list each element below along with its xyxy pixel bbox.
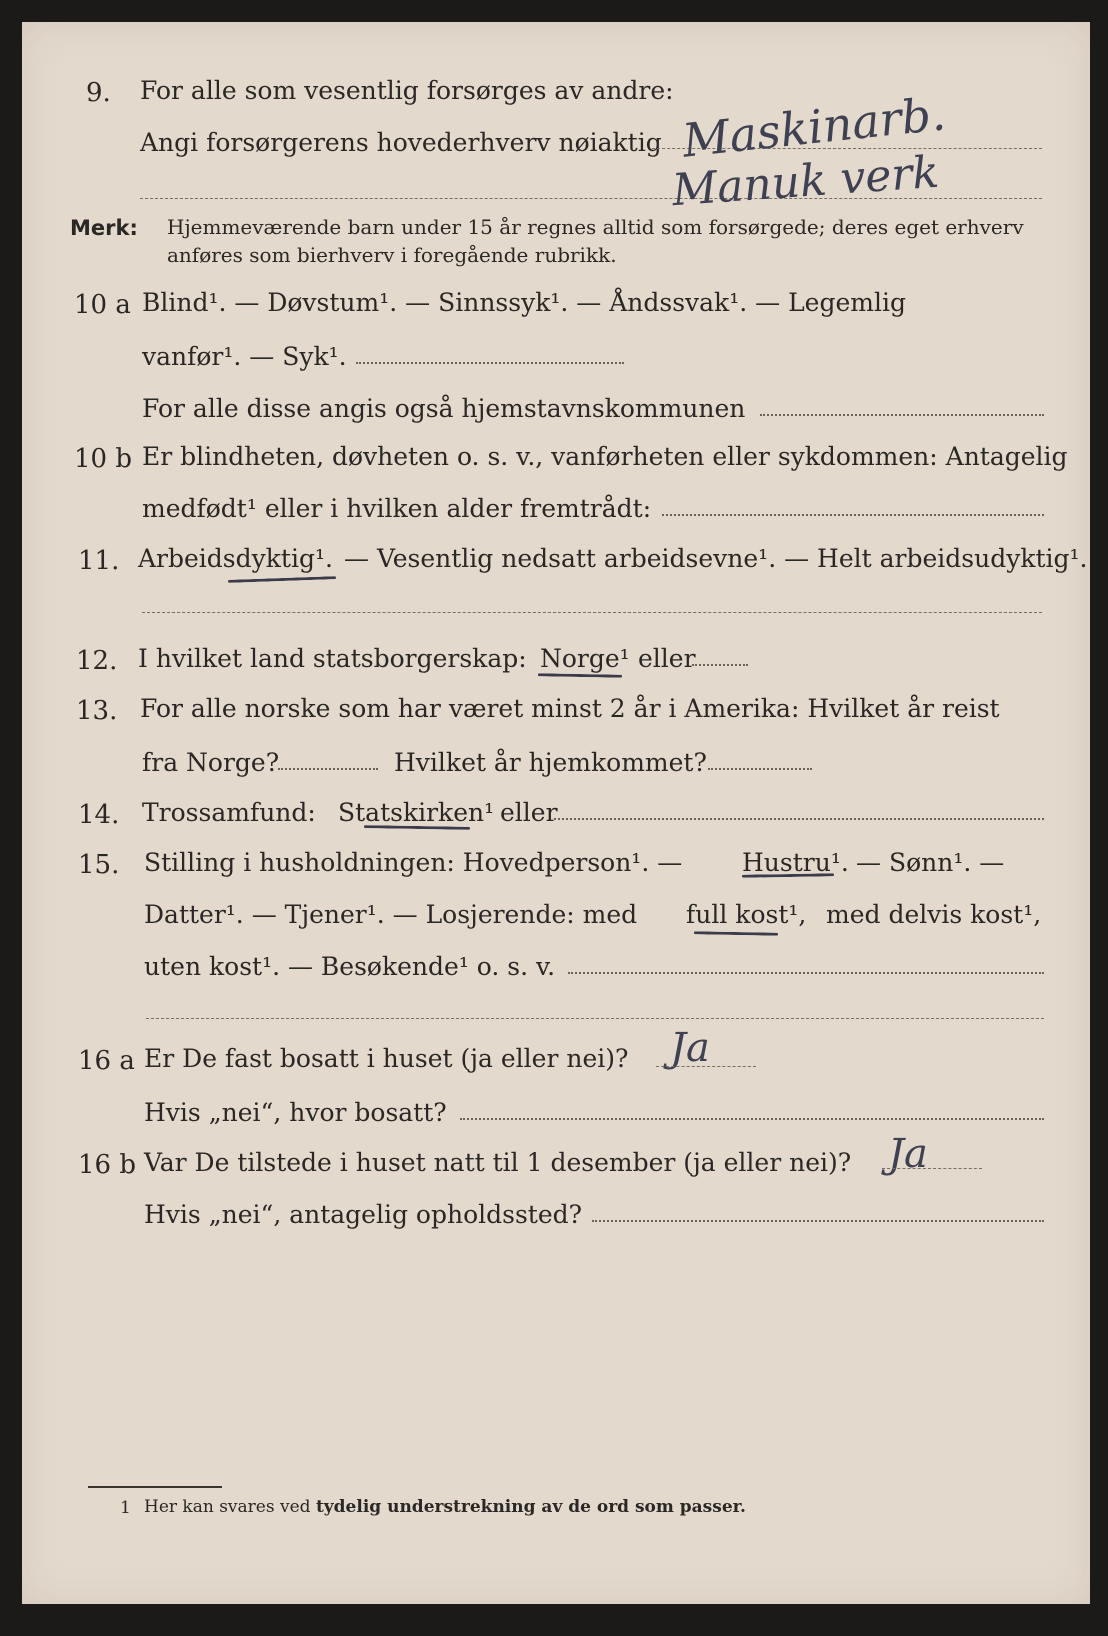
answer-line-10a-1	[356, 362, 624, 364]
answer-line-10a-2	[760, 414, 1044, 416]
question-9-line1: For alle som vesentlig forsørges av andre:	[140, 76, 674, 105]
footnote-text-plain: Her kan svares ved	[144, 1497, 311, 1517]
answer-line-16a-1	[656, 1066, 756, 1067]
question-15-line3: uten kost¹. — Besøkende¹ o. s. v.	[144, 952, 556, 981]
question-14-number: 14.	[78, 800, 120, 830]
question-15-option-hustru: Hustru¹.	[742, 848, 849, 877]
question-15-number: 15.	[78, 850, 120, 880]
question-16a-line1: Er De fast bosatt i huset (ja eller nei)?	[144, 1044, 629, 1073]
question-10a-number: 10 a	[74, 290, 131, 320]
question-12-option-norge: Norge¹	[540, 644, 630, 673]
answer-line-11	[142, 612, 1042, 613]
handwritten-underline-hustru	[742, 873, 834, 878]
answer-line-12	[692, 664, 748, 666]
question-16b-number: 16 b	[78, 1150, 136, 1180]
answer-line-13a	[278, 768, 378, 770]
question-11-number: 11.	[78, 546, 120, 576]
question-15-line1c: — Sønn¹. —	[856, 848, 1005, 877]
question-10b-number: 10 b	[74, 444, 132, 474]
question-9-line2: Angi forsørgerens hovederhverv nøiaktig	[140, 128, 662, 157]
question-16b-line1: Var De tilstede i huset natt til 1 desember (ja eller nei)?	[144, 1148, 852, 1177]
question-10a-line2: vanfør¹. — Syk¹.	[142, 342, 347, 371]
handwritten-answer-16b: Ja	[888, 1131, 928, 1177]
question-12-number: 12.	[76, 646, 118, 676]
question-12-tail: eller	[638, 644, 696, 673]
question-11-option-arbeidsdyktig: Arbeidsdyktig¹.	[138, 544, 333, 573]
answer-line-16a-2	[460, 1118, 1044, 1120]
question-13-line2b: Hvilket år hjemkommet?	[394, 748, 707, 777]
handwritten-underline-full-kost	[694, 931, 778, 935]
footnote-marker: 1	[120, 1498, 131, 1518]
question-14-option-statskirken: Statskirken¹	[338, 798, 495, 827]
question-15-line1a: Stilling i husholdningen: Hovedperson¹. —	[144, 848, 683, 877]
question-15-line2a: Datter¹. — Tjener¹. — Losjerende: med	[144, 900, 638, 929]
handwritten-underline-statskirken	[364, 825, 470, 830]
question-10a-line1: Blind¹. — Døvstum¹. — Sinnssyk¹. — Åndssvak¹. — Legemlig	[142, 288, 906, 317]
merk-label: Merk:	[70, 216, 138, 240]
question-14-text: Trossamfund:	[142, 798, 316, 827]
answer-line-15a	[568, 972, 1044, 974]
question-10b-line2: medfødt¹ eller i hvilken alder fremtrådt:	[142, 494, 652, 523]
answer-line-15b	[146, 1018, 1044, 1019]
question-16a-number: 16 a	[78, 1046, 135, 1076]
question-16a-line2: Hvis „nei“, hvor bosatt?	[144, 1098, 447, 1127]
question-10b-line1: Er blindheten, døvheten o. s. v., vanførheten eller sykdommen: Antagelig	[142, 442, 1068, 471]
question-13-line1: For alle norske som har været minst 2 år i Amerika: Hvilket år reist	[140, 694, 1000, 723]
answer-line-13b	[708, 768, 812, 770]
handwritten-answer-16a: Ja	[670, 1025, 710, 1071]
question-11-rest: — Vesentlig nedsatt arbeidsevne¹. — Helt arbeidsudyktig¹.	[344, 544, 1088, 573]
question-14-tail: eller	[500, 798, 558, 827]
answer-line-14	[554, 818, 1044, 820]
question-16b-line2: Hvis „nei“, antagelig opholdssted?	[144, 1200, 583, 1229]
census-form-page	[22, 22, 1090, 1604]
question-13-line2a: fra Norge?	[142, 748, 280, 777]
answer-line-10b	[662, 514, 1044, 516]
footnote-text	[144, 1499, 746, 1516]
question-9-number: 9.	[86, 78, 111, 108]
handwritten-occupation-1: Maskinarb.	[679, 86, 948, 168]
handwritten-occupation-2: Manuk verk	[670, 146, 941, 217]
answer-line-16b-1	[882, 1168, 982, 1169]
footnote-rule	[88, 1486, 222, 1488]
merk-line2: anføres som bierhverv i foregående rubrikk.	[167, 243, 617, 267]
question-12-text: I hvilket land statsborgerskap:	[138, 644, 527, 673]
merk-line1: Hjemmeværende barn under 15 år regnes alltid som forsørgede; deres eget erhverv	[167, 215, 1024, 239]
handwritten-underline-arbeidsdyktig	[228, 576, 336, 583]
question-15-line2c: med delvis kost¹,	[826, 900, 1042, 929]
answer-line-16b-2	[592, 1220, 1044, 1222]
question-15-option-full-kost: full kost¹,	[686, 900, 807, 929]
handwritten-underline-norge	[538, 673, 622, 677]
question-10a-line3: For alle disse angis også hjemstavnskommunen	[142, 394, 746, 423]
footnote-text-bold: tydelig understrekning av de ord som passer.	[315, 1497, 746, 1517]
question-13-number: 13.	[76, 696, 118, 726]
